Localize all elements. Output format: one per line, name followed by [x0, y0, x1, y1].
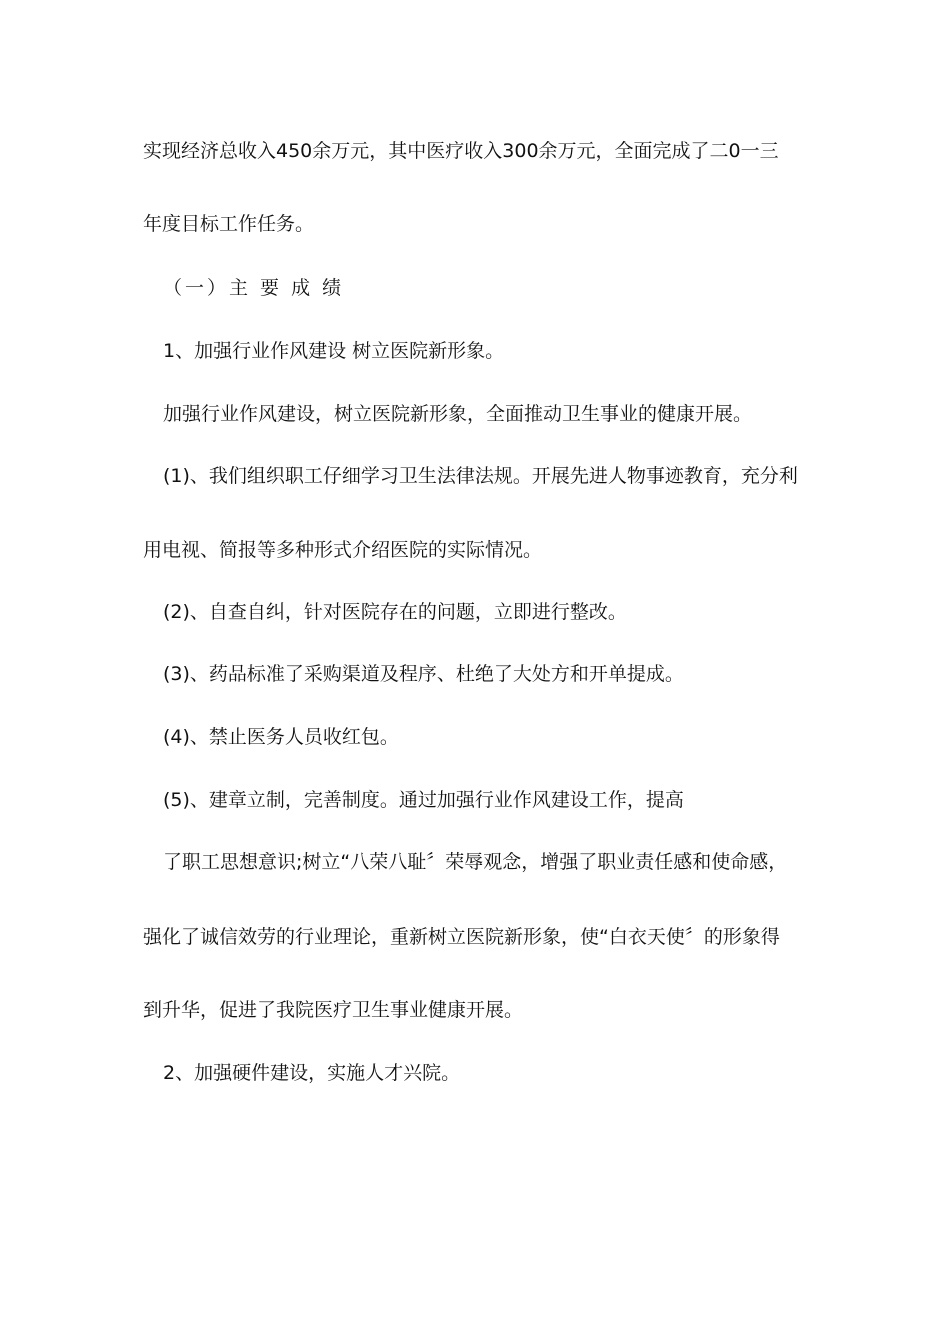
paragraph-line: 加强行业作风建设，树立医院新形象，全面推动卫生事业的健康开展。 — [163, 403, 753, 425]
paragraph-line: 实现经济总收入450余万元，其中医疗收入300余万元，全面完成了二0一三 — [143, 140, 779, 162]
list-item: (2)、自查自纠，针对医院存在的问题，立即进行整改。 — [163, 601, 627, 623]
paragraph-line: 年度目标工作任务。 — [143, 213, 315, 235]
list-item: (4)、禁止医务人员收红包。 — [163, 726, 399, 748]
paragraph-line: 到升华，促进了我院医疗卫生事业健康开展。 — [143, 999, 524, 1021]
paragraph-line: 强化了诚信效劳的行业理论，重新树立医院新形象，使“白衣天使〞的形象得 — [143, 926, 780, 948]
paragraph-line: 了职工思想意识;树立“八荣八耻〞荣辱观念，增强了职业责任感和使命感， — [163, 851, 788, 873]
list-item: (1)、我们组织职工仔细学习卫生法律法规。开展先进人物事迹教育，充分利 — [163, 465, 798, 487]
list-item: (5)、建章立制，完善制度。通过加强行业作风建设工作，提高 — [163, 789, 684, 811]
item-heading: 2、加强硬件建设，实施人才兴院。 — [163, 1062, 461, 1084]
paragraph-line: 用电视、简报等多种形式介绍医院的实际情况。 — [143, 539, 543, 561]
list-item: (3)、药品标准了采购渠道及程序、杜绝了大处方和开单提成。 — [163, 663, 684, 685]
section-heading: （一）主 要 成 绩 — [163, 277, 345, 299]
item-heading: 1、加强行业作风建设 树立医院新形象。 — [163, 340, 505, 362]
